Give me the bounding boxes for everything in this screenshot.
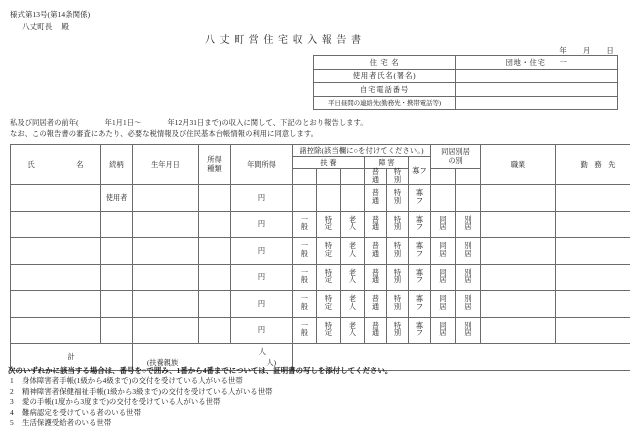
cell-cohabit-no[interactable] bbox=[456, 238, 481, 265]
cell-dependent-elderly[interactable] bbox=[341, 291, 365, 318]
th-annual-income: 年間所得 bbox=[231, 145, 293, 185]
cell-dependent-specific-l2: 定 bbox=[324, 302, 333, 311]
cell-cohabit-yes-l1: 同 bbox=[439, 215, 447, 224]
cell-annual-income[interactable]: 円 bbox=[231, 291, 293, 318]
table-header-row-1 bbox=[11, 145, 630, 157]
cell-disability-special[interactable] bbox=[387, 211, 409, 238]
cell-occupation[interactable] bbox=[481, 291, 556, 318]
cell-widow-l1: 寡 bbox=[415, 215, 424, 224]
cell-disability-normal-l1: 普 bbox=[371, 242, 380, 251]
cell-cohabit-no[interactable] bbox=[456, 317, 481, 344]
cell-cohabit-no[interactable] bbox=[456, 264, 481, 291]
cell-cohabit-no-l1: 別 bbox=[464, 242, 472, 251]
th-relation: 続柄 bbox=[101, 145, 133, 185]
note-text: 身体障害者手帳(1級から4級まで)の交付を受けている人がいる世帯 bbox=[22, 376, 243, 386]
footer-notes bbox=[8, 366, 392, 428]
cell-workplace[interactable] bbox=[556, 264, 630, 291]
cell-cohabit-no-l2: 居 bbox=[464, 302, 472, 311]
cell-dependent-general-l2: 般 bbox=[300, 329, 309, 338]
cell-annual-income[interactable]: 円 bbox=[231, 211, 293, 238]
statement-line1-a: 私及び同居者の前年( bbox=[10, 118, 79, 127]
cell-disability-special[interactable] bbox=[387, 291, 409, 318]
note-number: 4 bbox=[10, 407, 14, 417]
th-workplace: 勤 務 先 bbox=[556, 145, 630, 185]
cell-birthdate[interactable] bbox=[133, 185, 199, 212]
cell-cohabit-no-l1: 別 bbox=[464, 321, 472, 330]
total-people-unit: 人 bbox=[258, 348, 266, 357]
cell-widow-l1: 寡 bbox=[415, 189, 424, 198]
th-disability-normal bbox=[365, 169, 387, 185]
cell-disability-special-l1: 特 bbox=[393, 295, 402, 304]
cell-dependent-general[interactable] bbox=[293, 211, 317, 238]
cell-disability-normal[interactable] bbox=[365, 291, 387, 318]
cell-disability-normal-l1: 普 bbox=[371, 321, 380, 330]
cell-disability-special-l1: 特 bbox=[393, 321, 402, 330]
cell-disability-normal[interactable] bbox=[365, 317, 387, 344]
cell-name[interactable] bbox=[11, 264, 101, 291]
th-disability-special bbox=[387, 169, 409, 185]
cell-disability-normal-l2: 通 bbox=[371, 329, 380, 338]
cell-annual-income[interactable]: 円 bbox=[231, 317, 293, 344]
statement-line1-b: 年1月1日～ bbox=[104, 118, 142, 127]
cell-cohabit-yes-l1: 同 bbox=[439, 321, 447, 330]
cell-dependent-specific-l2: 定 bbox=[324, 329, 333, 338]
cell-dependent-general-l1: 一 bbox=[300, 242, 309, 251]
cell-occupation[interactable] bbox=[481, 264, 556, 291]
cell-disability-special-l1: 特 bbox=[393, 215, 402, 224]
cell-disability-normal-l2: 通 bbox=[371, 249, 380, 258]
housing-name-dash: 一 bbox=[559, 57, 568, 67]
cell-cohabit-no-l2: 居 bbox=[464, 276, 472, 285]
list-item bbox=[8, 418, 392, 428]
cell-dependent-specific-l1: 特 bbox=[324, 242, 333, 251]
cell-dependent-elderly-l2: 人 bbox=[348, 223, 357, 232]
cell-annual-income[interactable]: 円 bbox=[231, 238, 293, 265]
cell-dependent-general[interactable] bbox=[293, 291, 317, 318]
cell-widow-l2: フ bbox=[415, 276, 424, 285]
housing-name-text: 団地・住宅 bbox=[505, 57, 546, 67]
th-disability-special-l2: 別 bbox=[393, 175, 402, 184]
cell-disability-special-l2: 別 bbox=[393, 276, 402, 285]
cell-dependent-elderly[interactable] bbox=[341, 264, 365, 291]
cell-dependent-general-l2: 般 bbox=[300, 276, 309, 285]
cell-disability-normal[interactable] bbox=[365, 238, 387, 265]
info-row-home-phone bbox=[314, 83, 618, 97]
total-dependents-label: (扶養親族 bbox=[147, 358, 179, 367]
info-value-housing-name[interactable] bbox=[456, 56, 618, 70]
cell-disability-normal-l2: 通 bbox=[371, 276, 380, 285]
info-label-home-phone: 自宅電話番号 bbox=[314, 83, 456, 97]
cell-workplace[interactable] bbox=[556, 185, 630, 212]
cell-birthdate[interactable] bbox=[133, 291, 199, 318]
th-cohabit-no-blank bbox=[456, 169, 481, 185]
total-dependents-unit: 人) bbox=[266, 358, 276, 367]
cell-cohabit-no-l2: 居 bbox=[464, 329, 472, 338]
cell-widow-l2: フ bbox=[415, 302, 424, 311]
th-cohabitation bbox=[431, 145, 481, 169]
cell-income-type[interactable] bbox=[199, 291, 231, 318]
cell-disability-special-l2: 別 bbox=[393, 249, 402, 258]
th-disability-normal-l2: 通 bbox=[371, 175, 380, 184]
list-item bbox=[8, 408, 392, 418]
cell-dependent-general-l2: 般 bbox=[300, 302, 309, 311]
cell-dependent-elderly-l1: 老 bbox=[348, 242, 357, 251]
cell-disability-special-l1: 特 bbox=[393, 242, 402, 251]
income-report-table bbox=[10, 144, 630, 371]
info-value-user-name[interactable] bbox=[456, 69, 618, 83]
cell-relation[interactable] bbox=[101, 291, 133, 318]
cell-widow-l2: フ bbox=[415, 249, 424, 258]
cell-dependent-general-l2: 般 bbox=[300, 249, 309, 258]
note-number: 5 bbox=[10, 418, 14, 428]
cell-dependent-general-l1: 一 bbox=[300, 215, 309, 224]
cell-relation[interactable] bbox=[101, 211, 133, 238]
cell-dependent-general-l1: 一 bbox=[300, 295, 309, 304]
cell-disability-normal[interactable] bbox=[365, 211, 387, 238]
note-number: 2 bbox=[10, 386, 14, 396]
cell-disability-normal-l1: 普 bbox=[371, 189, 380, 198]
th-name: 氏 名 bbox=[11, 145, 101, 185]
cell-dependent-general[interactable] bbox=[293, 264, 317, 291]
cell-name[interactable] bbox=[11, 238, 101, 265]
th-income-type-line2: 種類 bbox=[207, 164, 222, 173]
cell-dependent-general-l1: 一 bbox=[300, 268, 309, 277]
cell-widow-l1: 寡 bbox=[415, 295, 424, 304]
cell-disability-special-l1: 特 bbox=[393, 189, 402, 198]
cell-disability-normal-l2: 通 bbox=[371, 196, 380, 205]
cell-cohabit-no-l1: 別 bbox=[464, 268, 472, 277]
cell-dependent-general[interactable] bbox=[293, 317, 317, 344]
th-income-type bbox=[199, 145, 231, 185]
cell-dependent-general-l1: 一 bbox=[300, 321, 309, 330]
cell-widow[interactable] bbox=[409, 264, 431, 291]
table-row bbox=[11, 185, 630, 212]
cell-dependent-general-l2: 般 bbox=[300, 223, 309, 232]
th-dependents: 扶 養 bbox=[293, 157, 365, 169]
cell-widow[interactable] bbox=[409, 291, 431, 318]
cell-dependent-elderly-l1: 老 bbox=[348, 268, 357, 277]
cell-income-type[interactable] bbox=[199, 317, 231, 344]
cell-widow[interactable] bbox=[409, 238, 431, 265]
cell-dependent-specific-l1: 特 bbox=[324, 268, 333, 277]
cell-birthdate[interactable] bbox=[133, 264, 199, 291]
th-cohabitation-line2: の別 bbox=[448, 156, 463, 165]
statement-line1-c: 年12月31日まで)の収入に関して、下記のとおり報告します。 bbox=[167, 118, 368, 127]
cell-widow[interactable] bbox=[409, 211, 431, 238]
cell-birthdate[interactable] bbox=[133, 317, 199, 344]
cell-cohabit-no[interactable] bbox=[456, 185, 481, 212]
total-label: 計 bbox=[11, 344, 133, 371]
cell-dependent-specific-l2: 定 bbox=[324, 249, 333, 258]
cell-occupation[interactable] bbox=[481, 211, 556, 238]
list-item bbox=[8, 397, 392, 407]
cell-disability-special-l1: 特 bbox=[393, 268, 402, 277]
cell-birthdate[interactable] bbox=[133, 211, 199, 238]
cell-workplace[interactable] bbox=[556, 211, 630, 238]
cell-dependent-elderly[interactable] bbox=[341, 211, 365, 238]
addressee bbox=[22, 21, 69, 32]
cell-dependent-specific-l1: 特 bbox=[324, 295, 333, 304]
cell-dependent-elderly[interactable] bbox=[341, 317, 365, 344]
th-cohabitation-line1: 同居別居 bbox=[441, 148, 470, 157]
th-dependents-elderly-blank bbox=[341, 169, 365, 185]
addressee-honorific: 殿 bbox=[61, 22, 69, 31]
note-text: 難病認定を受けている者のいる世帯 bbox=[22, 407, 142, 417]
cell-workplace[interactable] bbox=[556, 238, 630, 265]
cell-annual-income[interactable]: 円 bbox=[231, 264, 293, 291]
th-cohabit-yes-blank bbox=[431, 169, 456, 185]
statement-paragraph bbox=[10, 118, 368, 139]
cell-disability-normal-l2: 通 bbox=[371, 223, 380, 232]
cell-widow[interactable] bbox=[409, 185, 431, 212]
cell-occupation[interactable] bbox=[481, 317, 556, 344]
applicant-info-box bbox=[313, 55, 618, 110]
cell-birthdate[interactable] bbox=[133, 238, 199, 265]
cell-income-type[interactable] bbox=[199, 185, 231, 212]
cell-widow-l2: フ bbox=[415, 329, 424, 338]
th-occupation: 職業 bbox=[481, 145, 556, 185]
cell-disability-special[interactable] bbox=[387, 238, 409, 265]
table-row bbox=[11, 211, 630, 238]
cell-cohabit-no-l2: 居 bbox=[464, 249, 472, 258]
cell-disability-normal-l1: 普 bbox=[371, 295, 380, 304]
cell-cohabit-yes[interactable] bbox=[431, 264, 456, 291]
table-row bbox=[11, 291, 630, 318]
cell-workplace[interactable] bbox=[556, 317, 630, 344]
notes-lead: 次のいずれかに該当する場合は、番号を○で囲み、1番から4番までについては、証明書の写しを添付してください。 bbox=[8, 366, 393, 375]
cell-dependent-elderly-l2: 人 bbox=[348, 302, 357, 311]
notes-list bbox=[8, 376, 392, 428]
table-row bbox=[11, 317, 630, 344]
statement-line-1 bbox=[10, 118, 368, 129]
cell-cohabit-yes-l2: 居 bbox=[439, 276, 447, 285]
th-dependents-general-blank bbox=[293, 169, 317, 185]
list-item bbox=[8, 387, 392, 397]
cell-disability-special-l2: 別 bbox=[393, 196, 402, 205]
statement-line-2: なお、この報告書の審査にあたり、必要な税情報及び住民基本台帳情報の利用に同意します。 bbox=[10, 128, 318, 138]
info-value-daytime-contact[interactable] bbox=[456, 96, 618, 110]
cell-cohabit-yes[interactable] bbox=[431, 317, 456, 344]
note-text: 生活保護受給者のいる世帯 bbox=[22, 418, 112, 428]
cell-disability-special-l2: 別 bbox=[393, 329, 402, 338]
cell-cohabit-yes[interactable] bbox=[431, 291, 456, 318]
cell-cohabit-yes[interactable] bbox=[431, 211, 456, 238]
cell-disability-normal-l1: 普 bbox=[371, 215, 380, 224]
addressee-name: 八丈町長 bbox=[22, 22, 53, 31]
info-row-housing-name bbox=[314, 56, 618, 70]
cell-dependent-elderly-l1: 老 bbox=[348, 295, 357, 304]
info-value-home-phone[interactable] bbox=[456, 83, 618, 97]
cell-disability-normal[interactable] bbox=[365, 264, 387, 291]
note-text: 精神障害者保健福祉手帳(1級から3級まで)の交付を受けている人がいる世帯 bbox=[22, 386, 273, 396]
info-row-daytime-contact bbox=[314, 96, 618, 110]
cell-cohabit-yes-l1: 同 bbox=[439, 268, 447, 277]
cell-dependent-elderly-l1: 老 bbox=[348, 215, 357, 224]
cell-cohabit-no-l2: 居 bbox=[464, 223, 472, 232]
cell-disability-normal[interactable] bbox=[365, 185, 387, 212]
cell-relation[interactable]: 使用者 bbox=[101, 185, 133, 212]
cell-disability-special-l2: 別 bbox=[393, 223, 402, 232]
cell-dependent-elderly-l2: 人 bbox=[348, 276, 357, 285]
note-number: 1 bbox=[10, 376, 14, 386]
cell-cohabit-yes-l1: 同 bbox=[439, 295, 447, 304]
cell-disability-normal-l2: 通 bbox=[371, 302, 380, 311]
th-disability-special-l1: 特 bbox=[393, 168, 402, 176]
cell-name[interactable] bbox=[11, 211, 101, 238]
cell-dependent-elderly-l1: 老 bbox=[348, 321, 357, 330]
cell-annual-income[interactable]: 円 bbox=[231, 185, 293, 212]
cell-disability-special[interactable] bbox=[387, 185, 409, 212]
th-deductions: 諸控除(該当欄に○を付けてください。) bbox=[293, 145, 431, 157]
info-label-user-name: 使用者氏名(署名) bbox=[314, 69, 456, 83]
cell-dependent-specific[interactable] bbox=[317, 185, 341, 212]
cell-cohabit-no[interactable] bbox=[456, 211, 481, 238]
cell-dependent-specific[interactable] bbox=[317, 238, 341, 265]
cell-dependent-elderly-l2: 人 bbox=[348, 329, 357, 338]
list-item bbox=[8, 376, 392, 386]
cell-cohabit-yes[interactable] bbox=[431, 238, 456, 265]
document-title: 八丈町営住宅収入報告書 bbox=[205, 35, 366, 46]
th-income-type-line1: 所得 bbox=[207, 156, 222, 165]
cell-cohabit-no-l1: 別 bbox=[464, 295, 472, 304]
cell-disability-special[interactable] bbox=[387, 264, 409, 291]
cell-relation[interactable] bbox=[101, 264, 133, 291]
cell-widow[interactable] bbox=[409, 317, 431, 344]
cell-workplace[interactable] bbox=[556, 291, 630, 318]
cell-cohabit-yes-l2: 居 bbox=[439, 249, 447, 258]
th-widow: 寡フ bbox=[409, 157, 431, 185]
note-text: 愛の手帳(1度から3度まで)の交付を受けている人がいる世帯 bbox=[22, 397, 221, 407]
cell-income-type[interactable] bbox=[199, 211, 231, 238]
cell-dependent-specific[interactable] bbox=[317, 264, 341, 291]
date-month-label: 月 bbox=[582, 46, 591, 55]
cell-disability-normal-l1: 普 bbox=[371, 268, 380, 277]
cell-dependent-specific-l1: 特 bbox=[324, 215, 333, 224]
cell-name[interactable] bbox=[11, 185, 101, 212]
cell-cohabit-yes-l1: 同 bbox=[439, 242, 447, 251]
th-disability: 障 害 bbox=[365, 157, 409, 169]
form-number: 様式第13号(第14条関係) bbox=[10, 10, 91, 19]
th-dependents-specific-blank bbox=[317, 169, 341, 185]
cell-cohabit-yes[interactable] bbox=[431, 185, 456, 212]
cell-cohabit-no-l1: 別 bbox=[464, 215, 472, 224]
cell-dependent-specific[interactable] bbox=[317, 291, 341, 318]
cell-occupation[interactable] bbox=[481, 185, 556, 212]
table-row bbox=[11, 264, 630, 291]
cell-dependent-elderly[interactable] bbox=[341, 185, 365, 212]
cell-income-type[interactable] bbox=[199, 238, 231, 265]
cell-widow-l1: 寡 bbox=[415, 321, 424, 330]
cell-dependent-specific[interactable] bbox=[317, 211, 341, 238]
cell-dependent-specific-l2: 定 bbox=[324, 223, 333, 232]
cell-dependent-specific-l1: 特 bbox=[324, 321, 333, 330]
cell-disability-special[interactable] bbox=[387, 317, 409, 344]
date-day-label: 日 bbox=[606, 46, 614, 55]
cell-dependent-general[interactable] bbox=[293, 185, 317, 212]
note-number: 3 bbox=[10, 397, 14, 407]
cell-dependent-elderly[interactable] bbox=[341, 238, 365, 265]
cell-cohabit-yes-l2: 居 bbox=[439, 223, 447, 232]
cell-name[interactable] bbox=[11, 317, 101, 344]
cell-dependent-elderly-l2: 人 bbox=[348, 249, 357, 258]
cell-cohabit-yes-l2: 居 bbox=[439, 329, 447, 338]
cell-widow-l1: 寡 bbox=[415, 268, 424, 277]
cell-relation[interactable] bbox=[101, 317, 133, 344]
cell-widow-l2: フ bbox=[415, 223, 424, 232]
th-birthdate: 生年月日 bbox=[133, 145, 199, 185]
cell-dependent-specific-l2: 定 bbox=[324, 276, 333, 285]
cell-occupation[interactable] bbox=[481, 238, 556, 265]
th-disability-normal-l1: 普 bbox=[371, 168, 380, 176]
cell-relation[interactable] bbox=[101, 238, 133, 265]
info-label-housing-name: 住 宅 名 bbox=[314, 56, 456, 70]
info-row-user-name bbox=[314, 69, 618, 83]
cell-dependent-general[interactable] bbox=[293, 238, 317, 265]
cell-income-type[interactable] bbox=[199, 264, 231, 291]
cell-name[interactable] bbox=[11, 291, 101, 318]
cell-widow-l1: 寡 bbox=[415, 242, 424, 251]
info-label-daytime-contact: 平日昼間の連絡先(勤務先・携帯電話等) bbox=[314, 96, 456, 110]
cell-widow-l2: フ bbox=[415, 196, 424, 205]
table-row bbox=[11, 238, 630, 265]
cell-cohabit-no[interactable] bbox=[456, 291, 481, 318]
cell-cohabit-yes-l2: 居 bbox=[439, 302, 447, 311]
date-year-label: 年 bbox=[559, 46, 567, 55]
cell-disability-special-l2: 別 bbox=[393, 302, 402, 311]
cell-dependent-specific[interactable] bbox=[317, 317, 341, 344]
